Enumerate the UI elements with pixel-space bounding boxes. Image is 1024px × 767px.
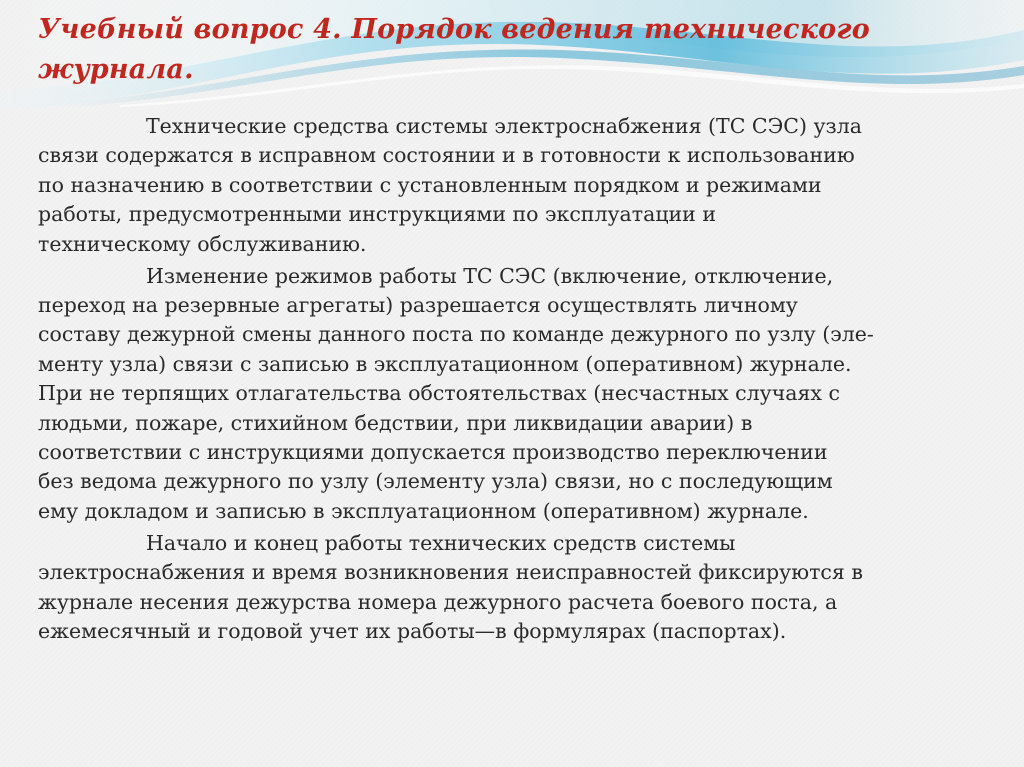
paragraph-1 xyxy=(38,112,1018,259)
text-line: менту узла) связи с записью в эксплуатационном (оперативном) журнале. xyxy=(38,351,852,376)
text-line: журнале несения дежурства номера дежурного расчета боевого поста, а xyxy=(38,589,838,614)
text-line: переход на резервные агрегаты) разрешается осуществлять личному xyxy=(38,292,798,317)
text-line: без ведома дежурного по узлу (элементу узла) связи, но с последующим xyxy=(38,469,833,494)
text-line: людьми, пожаре, стихийном бедствии, при ликвидации аварии) в xyxy=(38,410,753,435)
text-line: При не терпящих отлагательства обстоятельствах (несчастных случаях с xyxy=(38,381,840,406)
text-line: Начало и конец работы технических средств системы xyxy=(146,530,736,555)
text-line: работы, предусмотренными инструкциями по эксплуатации и xyxy=(38,202,717,227)
text-line: электроснабжения и время возникновения неисправностей фиксируются в xyxy=(38,560,863,585)
text-line: связи содержатся в исправном состоянии и в готовности к использованию xyxy=(38,143,855,168)
text-line: Технические средства системы электроснабжения (ТС СЭС) узла xyxy=(146,114,862,138)
slide-title xyxy=(38,10,998,90)
text-line: ежемесячный и годовой учет их работы—в формулярах (паспортах). xyxy=(38,618,787,643)
paragraph-3 xyxy=(38,529,1018,647)
text-line: составу дежурной смены данного поста по команде дежурного по узлу (эле- xyxy=(38,322,874,347)
paragraph-2 xyxy=(38,262,1018,527)
text-line: по назначению в соответствии с установленным порядком и режимами xyxy=(38,172,822,197)
text-line: техническому обслуживанию. xyxy=(38,231,367,256)
body-text xyxy=(38,112,1018,649)
text-line: ему докладом и записью в эксплуатационном (оперативном) журнале. xyxy=(38,498,809,523)
title-line-2: журнала. xyxy=(38,54,194,85)
title-line-1: Учебный вопрос 4. Порядок ведения технического xyxy=(38,14,870,45)
text-line: соответствии с инструкциями допускается производство переключении xyxy=(38,439,828,464)
text-line: Изменение режимов работы ТС СЭС (включение, отключение, xyxy=(146,263,834,288)
